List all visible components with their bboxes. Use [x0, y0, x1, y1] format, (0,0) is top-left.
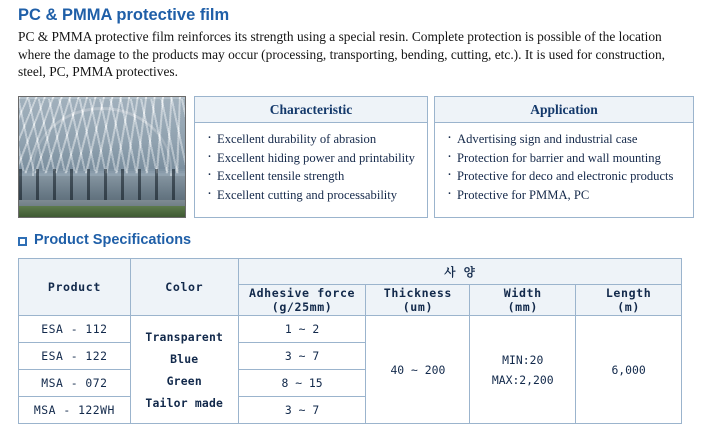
product-specifications-heading: [18, 232, 191, 248]
col-header-color: Color: [130, 259, 238, 316]
color-line-2: Blue: [170, 351, 199, 366]
cell-adhesive-force: 8 ~ 15: [238, 370, 366, 397]
list-item: · Advertising sign and industrial case: [445, 130, 685, 149]
col-header-thickness: [366, 285, 470, 316]
width-line2: (mm): [507, 300, 538, 314]
photo-grass: [19, 206, 185, 217]
cell-thickness: 40 ~ 200: [366, 316, 470, 424]
specifications-table: [18, 258, 682, 424]
thickness-line2: (um): [402, 300, 434, 314]
cell-product: ESA - 112: [19, 316, 131, 343]
col-header-product: Product: [19, 259, 131, 316]
cell-product: ESA - 122: [19, 343, 131, 370]
application-body: [435, 123, 693, 204]
list-item: · Excellent hiding power and printability: [205, 149, 419, 168]
list-item: · Protective for PMMA, PC: [445, 186, 685, 205]
col-header-length: [576, 285, 682, 316]
characteristic-box: [194, 96, 428, 218]
color-line-1: Transparent: [145, 329, 224, 344]
list-item: · Excellent tensile strength: [205, 167, 419, 186]
col-header-group-spec: 사 양: [238, 259, 681, 285]
adhesive-force-line1: Adhesive force: [249, 286, 356, 300]
photo-roof-beams: [18, 99, 186, 171]
adhesive-force-line2: (g/25mm): [271, 300, 333, 314]
width-max: MAX:2,200: [491, 372, 554, 387]
color-line-4: Tailor made: [145, 395, 224, 410]
characteristic-heading: Characteristic: [195, 97, 427, 123]
bullet-square-icon: [18, 237, 27, 246]
thickness-line1: Thickness: [383, 286, 452, 300]
length-line1: Length: [605, 286, 652, 300]
cell-adhesive-force: 3 ~ 7: [238, 397, 366, 424]
page-title: PC & PMMA protective film: [18, 6, 230, 24]
list-item: · Excellent durability of abrasion: [205, 130, 419, 149]
width-line1: Width: [503, 286, 542, 300]
length-line2: (m): [617, 300, 640, 314]
col-header-width: [470, 285, 576, 316]
list-item: · Protective for deco and electronic products: [445, 167, 685, 186]
cell-width: [470, 316, 576, 424]
table-row: [19, 316, 682, 343]
cell-color: [130, 316, 238, 424]
section-title: Product Specifications: [34, 232, 192, 248]
intro-paragraph: PC & PMMA protective film reinforces its strength using a special resin. Complete protection is possible of the location where the damage to the products may occur (processing, transporting, bending, cutting, etc.). It is used for construction, steel, PC, PMMA protectives.: [18, 29, 666, 79]
col-header-adhesive-force: [238, 285, 366, 316]
cell-length: 6,000: [576, 316, 682, 424]
list-item: · Excellent cutting and processability: [205, 186, 419, 205]
table-header-row-1: [19, 259, 682, 285]
characteristic-body: [195, 123, 427, 204]
cell-adhesive-force: 1 ~ 2: [238, 316, 366, 343]
cell-adhesive-force: 3 ~ 7: [238, 343, 366, 370]
product-photo: [18, 96, 186, 218]
cell-product: MSA - 072: [19, 370, 131, 397]
width-min: MIN:20: [502, 352, 544, 367]
application-box: [434, 96, 694, 218]
list-item: · Protection for barrier and wall mounting: [445, 149, 685, 168]
color-line-3: Green: [166, 373, 202, 388]
application-heading: Application: [435, 97, 693, 123]
cell-product: MSA - 122WH: [19, 397, 131, 424]
